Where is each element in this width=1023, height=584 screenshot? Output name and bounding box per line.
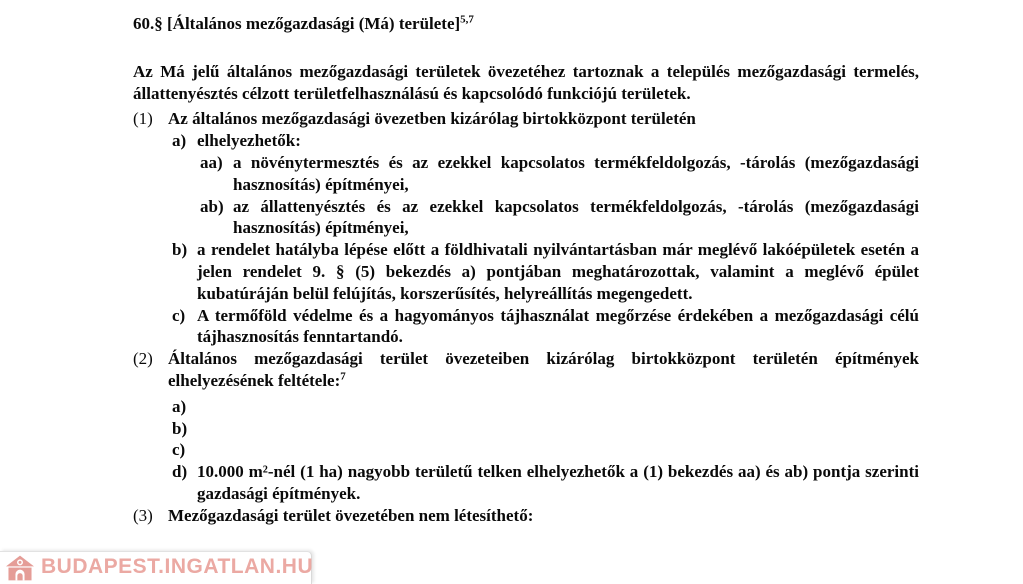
list-item [133,196,919,240]
list-item-marker: b) [172,418,188,438]
list-item-marker: b) [172,240,188,260]
list-item-marker: aa) [200,152,223,172]
list-item-marker: c) [172,440,186,460]
list-item-marker: d) [172,462,188,482]
list-item [133,348,919,392]
list-item-text: Általános mezőgazdasági terület övezeteiben kizárólag birtokközpont területén építmények elhelyezésének feltétele: [168,349,919,390]
section-heading [133,13,919,35]
watermark-text: BUDAPEST.INGATLAN.HU [41,555,314,578]
site-watermark [0,551,312,584]
list-item [133,418,919,440]
document-page [133,13,919,527]
list-item [133,461,919,505]
list-item-text: Az általános mezőgazdasági övezetben kizárólag birtokközpont területén [168,109,696,129]
intro-paragraph: Az Má jelű általános mezőgazdasági területek övezetéhez tartoznak a település mezőgazdasági termelés, állattenyésztés célzott területfelhasználású és kapcsolódó funkciójú területek. [133,61,919,103]
list-item-marker: ab) [200,196,224,216]
list-item [133,305,919,349]
list-item [133,108,919,130]
list-item [133,396,919,418]
list-item-text: elhelyezhetők: [197,131,301,151]
list-item-marker: c) [172,305,186,325]
list-item [133,439,919,461]
list-item [133,130,919,152]
list-item [133,239,919,304]
section-heading-footnote: 5,7 [460,13,474,26]
list-item-text: Mezőgazdasági terület övezetében nem létesíthető: [168,505,534,525]
list-item-text: a rendelet hatályba lépése előtt a földhivatali nyilvántartásban már meglévő lakóépületek esetén a jelen rendelet 9. § (5) bekezdés a) pontjában meghatározottak, valamint a meglévő épület kubatúráján belül felújítás, korszerűsítés, helyreállítás megengedett. [197,240,919,303]
list-item-marker: (3) [133,505,153,525]
list-item-marker: a) [172,396,187,416]
list-item-text: 10.000 m²-nél (1 ha) nagyobb területű telken elhelyezhetők a (1) bekezdés aa) és ab) pontja szerinti gazdasági építmények. [197,462,919,503]
list-item-text: a növénytermesztés és az ezekkel kapcsolatos termékfeldolgozás, -tárolás (mezőgazdasági hasznosítás) építményei, [233,152,919,194]
section-heading-text: 60.§ [Általános mezőgazdasági (Má) területe] [133,14,461,33]
list-item-marker: a) [172,131,187,151]
house-icon [6,555,34,581]
list-item-text: A termőföld védelme és a hagyományos tájhasználat megőrzése érdekében a mezőgazdasági célú tájhasznosítás fenntartandó. [197,305,919,347]
list-item [133,505,919,527]
list-item [133,152,919,196]
list-item-footnote: 7 [340,370,346,383]
list-item-marker: (1) [133,109,153,129]
list-item-marker: (2) [133,349,153,369]
list-item-text: az állattenyésztés és az ezekkel kapcsolatos termékfeldolgozás, -tárolás (mezőgazdasági hasznosítás) építményei, [233,196,919,238]
